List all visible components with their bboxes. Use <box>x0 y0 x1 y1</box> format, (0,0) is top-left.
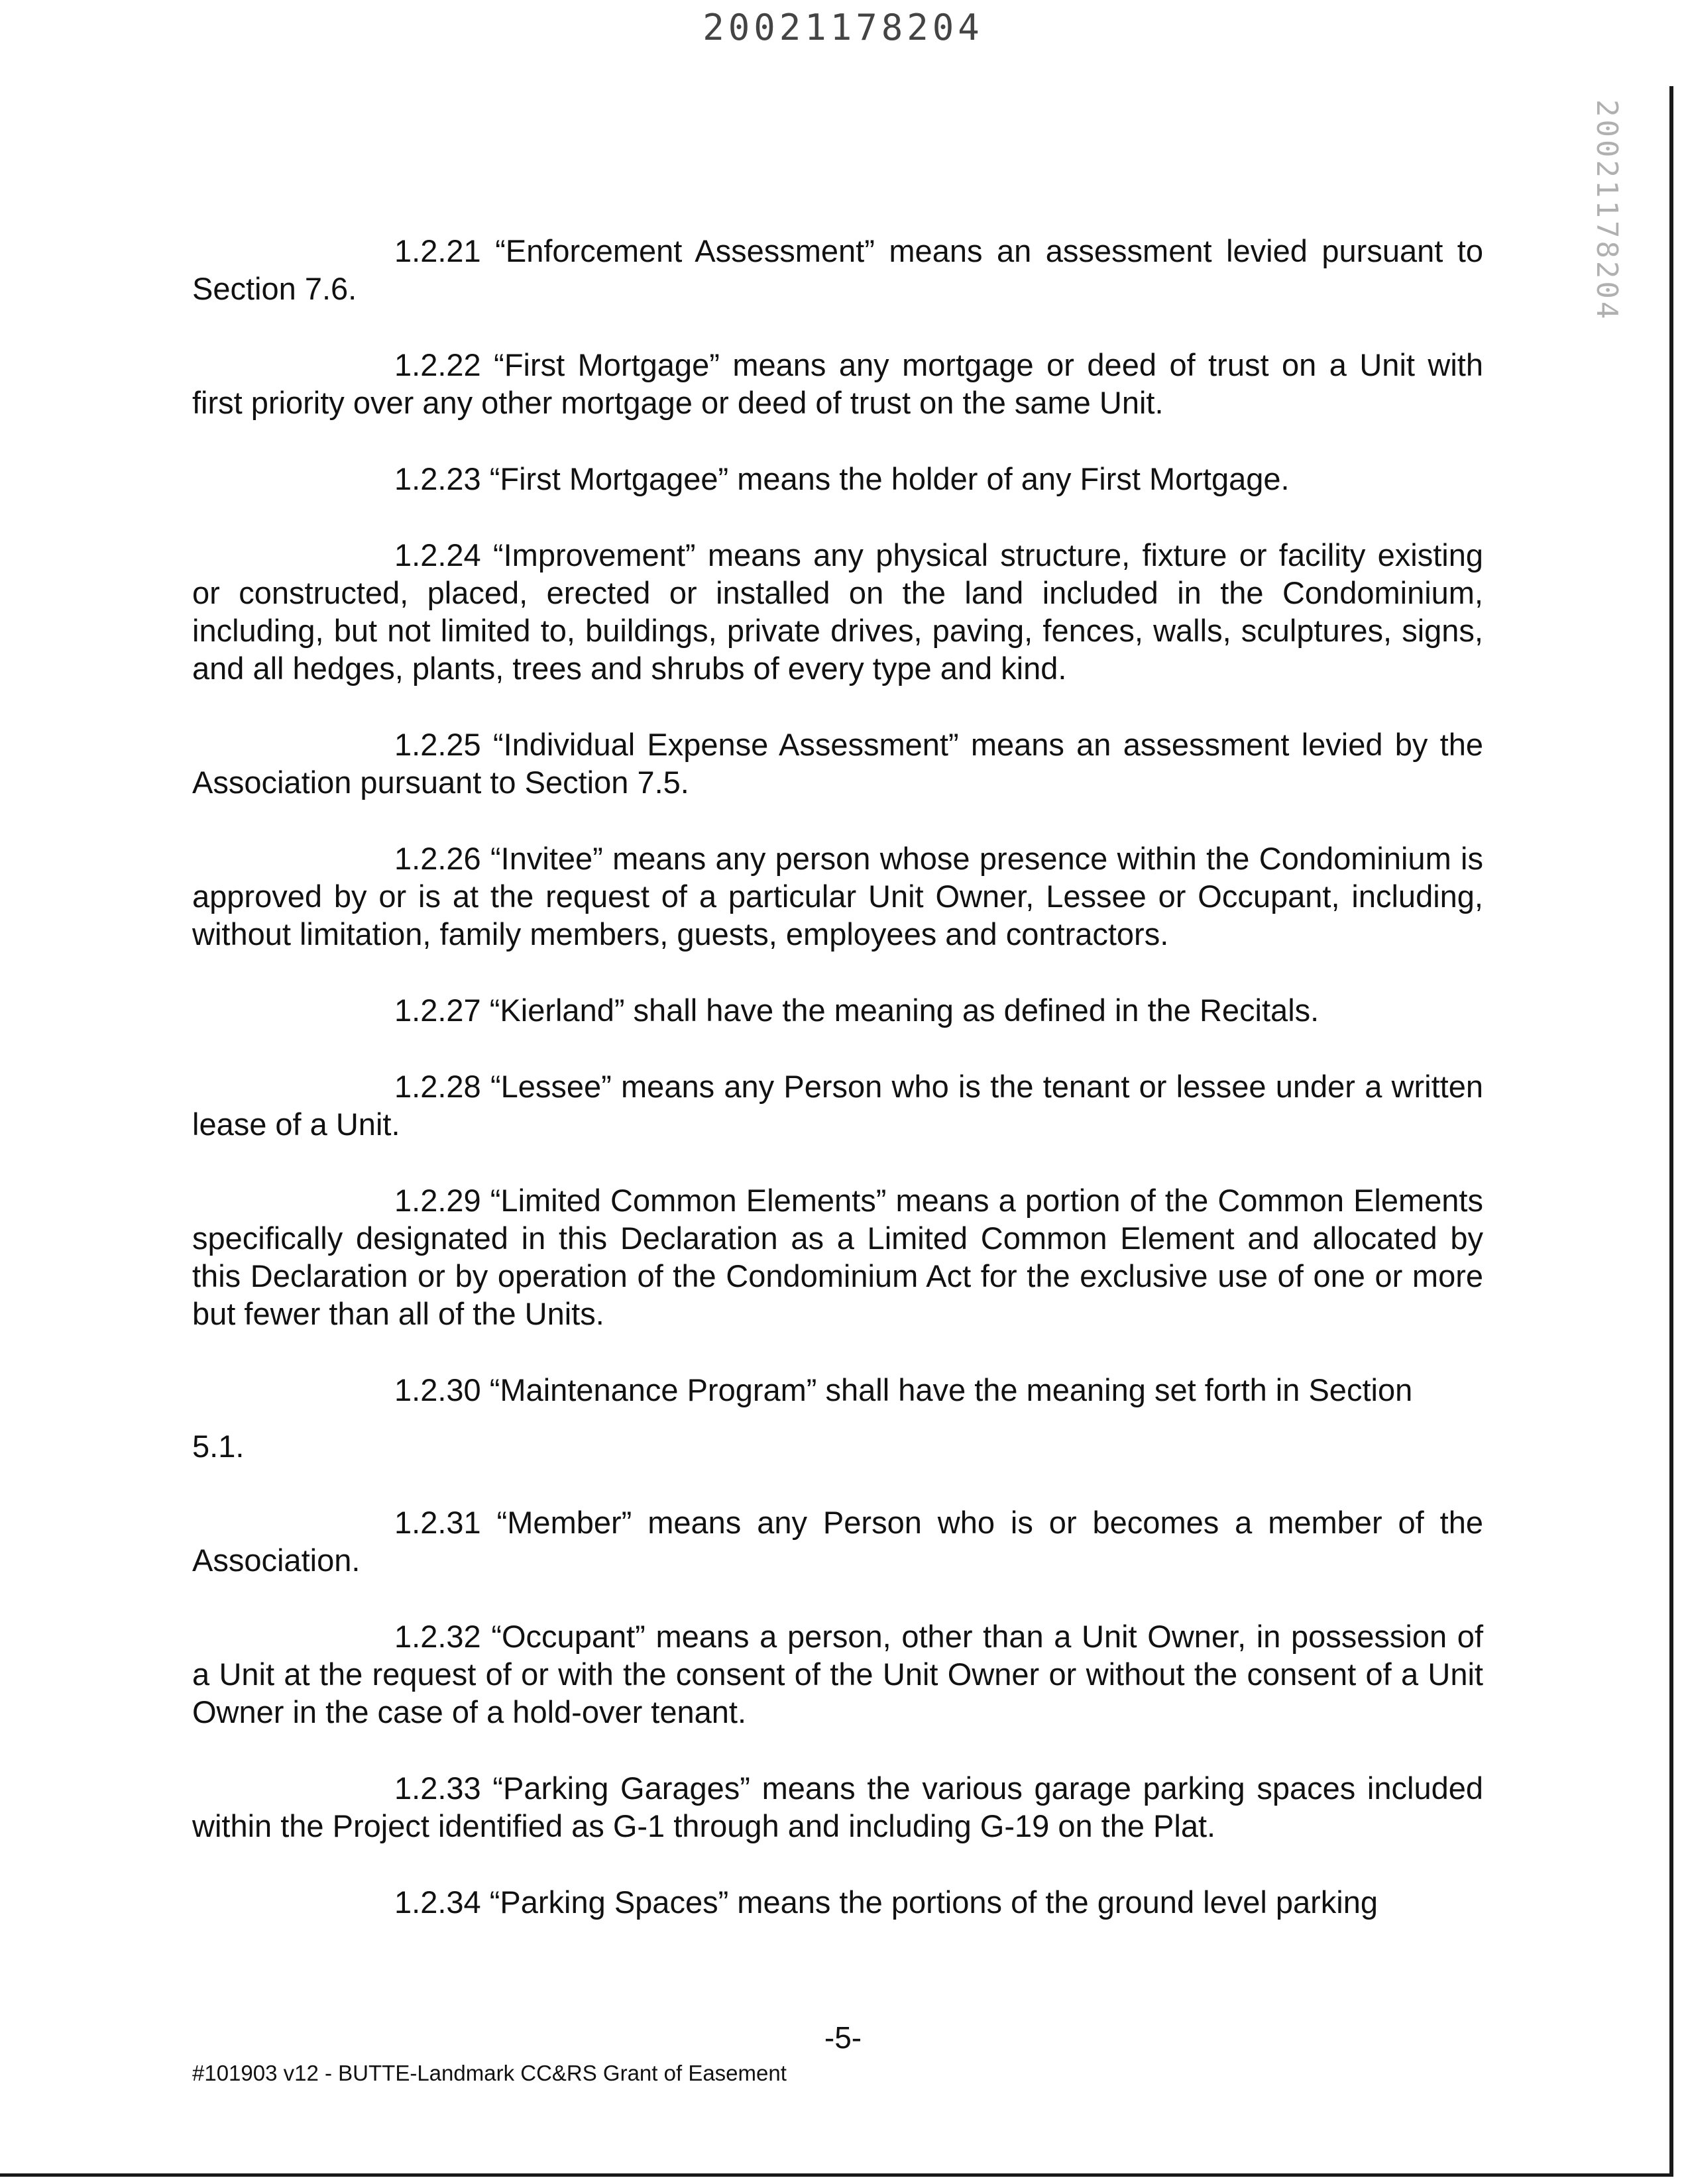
definition-number: 1.2.30 <box>394 1372 481 1407</box>
definition-number: 1.2.25 <box>394 727 481 762</box>
definition-number: 1.2.33 <box>394 1771 481 1806</box>
definition-text: “First Mortgagee” means the holder of any First Mortgage. <box>489 461 1290 496</box>
definition-tail: 5.1. <box>192 1429 245 1464</box>
definition-text: “Limited Common Elements” means a portion of the Common Elements specifically designated in this Declaration as a Limited Common Element and allocated by this Declaration or by operation of the Condominium Act for the exclusive use of one or more but fewer than all of the Units. <box>192 1183 1483 1331</box>
definition-number: 1.2.32 <box>394 1619 481 1654</box>
definition-text: “Enforcement Assessment” means an assessment levied pursuant to Section 7.6. <box>192 233 1484 306</box>
definition-number: 1.2.34 <box>394 1884 481 1920</box>
definition-1-2-28 <box>192 1067 1483 1143</box>
definition-text: “Maintenance Program” shall have the meaning set forth in Section <box>489 1372 1413 1407</box>
definition-text: “Individual Expense Assessment” means an assessment levied by the Association pursuant to Section 7.5. <box>192 727 1483 800</box>
definition-text: “Improvement” means any physical structure, fixture or facility existing or constructed, placed, erected or installed on the land included in the Condominium, including, but not limited to, buildings, private drives, paving, fences, walls, sculptures, signs, and all hedges, plants, trees and shrubs of every type and kind. <box>192 537 1484 686</box>
definition-text: “Parking Spaces” means the portions of the ground level parking <box>489 1884 1378 1920</box>
definition-1-2-21 <box>192 232 1483 307</box>
definitions-body <box>192 232 1483 1959</box>
definition-number: 1.2.21 <box>394 233 481 268</box>
recording-number-header: 20021178204 <box>702 7 984 48</box>
definition-1-2-25 <box>192 726 1483 801</box>
definition-text: “First Mortgage” means any mortgage or deed of trust on a Unit with first priority over any other mortgage or deed of trust on the same Unit. <box>192 347 1483 420</box>
definition-number: 1.2.24 <box>394 537 481 573</box>
definition-1-2-24 <box>192 536 1483 687</box>
definition-text: “Occupant” means a person, other than a Unit Owner, in possession of a Unit at the request of or with the consent of the Unit Owner or without the consent of a Unit Owner in the case of a hold-over tenant. <box>192 1619 1483 1729</box>
definition-text: “Kierland” shall have the meaning as defined in the Recitals. <box>489 993 1320 1028</box>
definition-text: “Invitee” means any person whose presence within the Condominium is approved by or is at the request of a particular Unit Owner, Lessee or Occupant, including, without limitation, family members, guests, employees and contractors. <box>192 841 1484 952</box>
definition-number: 1.2.28 <box>394 1069 481 1104</box>
definition-1-2-26 <box>192 840 1483 953</box>
page-number: -5- <box>824 2020 862 2055</box>
definition-number: 1.2.23 <box>394 461 481 496</box>
definition-1-2-32 <box>192 1617 1483 1731</box>
definition-number: 1.2.29 <box>394 1183 481 1218</box>
definition-number: 1.2.22 <box>394 347 481 382</box>
definition-1-2-23 <box>192 460 1483 498</box>
page-border-right <box>1669 86 1673 2175</box>
definition-text: “Parking Garages” means the various garage parking spaces included within the Project identified as G-1 through and including G-19 on the Plat. <box>192 1771 1483 1843</box>
definition-number: 1.2.27 <box>394 993 481 1028</box>
definition-1-2-29 <box>192 1181 1483 1333</box>
side-recording-stamp-text: 20021178204 <box>1590 99 1624 322</box>
definition-text: “Member” means any Person who is or becomes a member of the Association. <box>192 1505 1483 1578</box>
definition-1-2-22 <box>192 346 1483 421</box>
definition-number: 1.2.26 <box>394 841 481 876</box>
definition-first-line <box>192 1371 1483 1409</box>
side-recording-stamp <box>1591 99 1630 325</box>
page-border-bottom <box>0 2173 1673 2177</box>
document-reference: #101903 v12 - BUTTE-Landmark CC&RS Grant of Easement <box>192 2061 787 2085</box>
definition-1-2-27 <box>192 991 1483 1029</box>
definition-1-2-30 <box>192 1371 1483 1465</box>
definition-1-2-34 <box>192 1883 1483 1921</box>
definition-number: 1.2.31 <box>394 1505 481 1540</box>
definition-1-2-31 <box>192 1503 1483 1579</box>
definition-1-2-33 <box>192 1769 1483 1845</box>
definition-text: “Lessee” means any Person who is the tenant or lessee under a written lease of a Unit. <box>192 1069 1484 1142</box>
